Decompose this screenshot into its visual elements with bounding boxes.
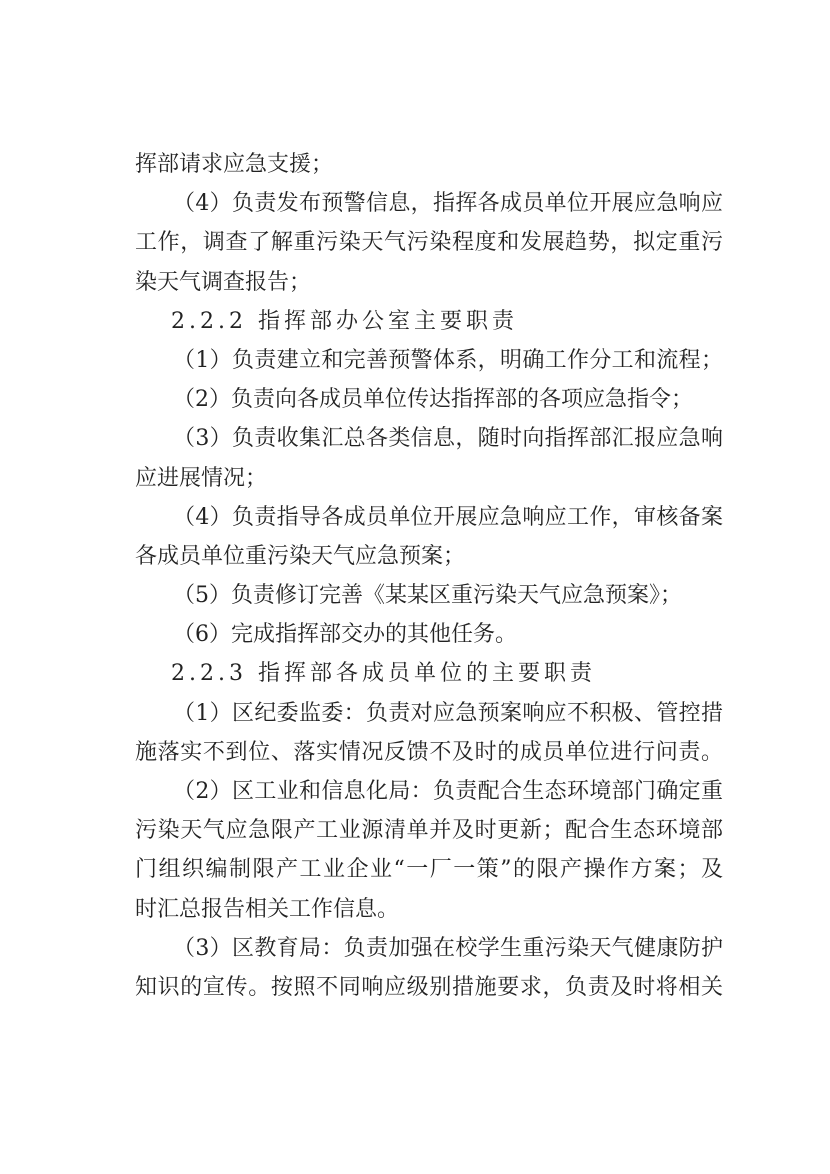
- text-line: 污染天气应急限产工业源清单并及时更新；配合生态环境部: [135, 818, 723, 844]
- text-line: （4）负责指导各成员单位开展应急响应工作，审核备案: [173, 504, 723, 530]
- text-line: 挥部请求应急支援；: [135, 152, 334, 177]
- text-line: 工作，调查了解重污染天气污染程度和发展趋势，拟定重污: [135, 230, 723, 256]
- text-line: （5）负责修订完善《某某区重污染天气应急预案》；: [173, 583, 682, 609]
- text-line: （1）区纪委监委：负责对应急预案响应不积极、管控措: [173, 700, 723, 726]
- text-line: 染天气调查报告；: [135, 269, 312, 295]
- text-line: （3）负责收集汇总各类信息，随时向指挥部汇报应急响: [173, 426, 723, 452]
- text-line: （6）完成指挥部交办的其他任务。: [173, 622, 517, 648]
- document-body: [135, 145, 723, 1007]
- text-line: 各成员单位重污染天气应急预案；: [135, 543, 466, 569]
- text-line: 应进展情况；: [135, 465, 268, 491]
- section-heading: 2.2.3 指挥部各成员单位的主要职责: [171, 661, 596, 687]
- text-line: （4）负责发布预警信息，指挥各成员单位开展应急响应: [173, 191, 723, 217]
- text-line: 知识的宣传。按照不同响应级别措施要求，负责及时将相关: [135, 974, 723, 1000]
- text-line: 施落实不到位、落实情况反馈不及时的成员单位进行问责。: [135, 739, 723, 765]
- text-line: （2）区工业和信息化局：负责配合生态环境部门确定重: [173, 779, 723, 804]
- text-line: （3）区教育局：负责加强在校学生重污染天气健康防护: [173, 935, 723, 961]
- section-heading: 2.2.2 指挥部办公室主要职责: [171, 308, 518, 334]
- text-line: （2）负责向各成员单位传达指挥部的各项应急指令；: [173, 387, 693, 413]
- text-line: 门组织编制限产工业企业“一厂一策”的限产操作方案；及: [135, 857, 723, 883]
- text-line: （1）负责建立和完善预警体系，明确工作分工和流程；: [173, 347, 723, 373]
- text-line: 时汇总报告相关工作信息。: [135, 896, 400, 922]
